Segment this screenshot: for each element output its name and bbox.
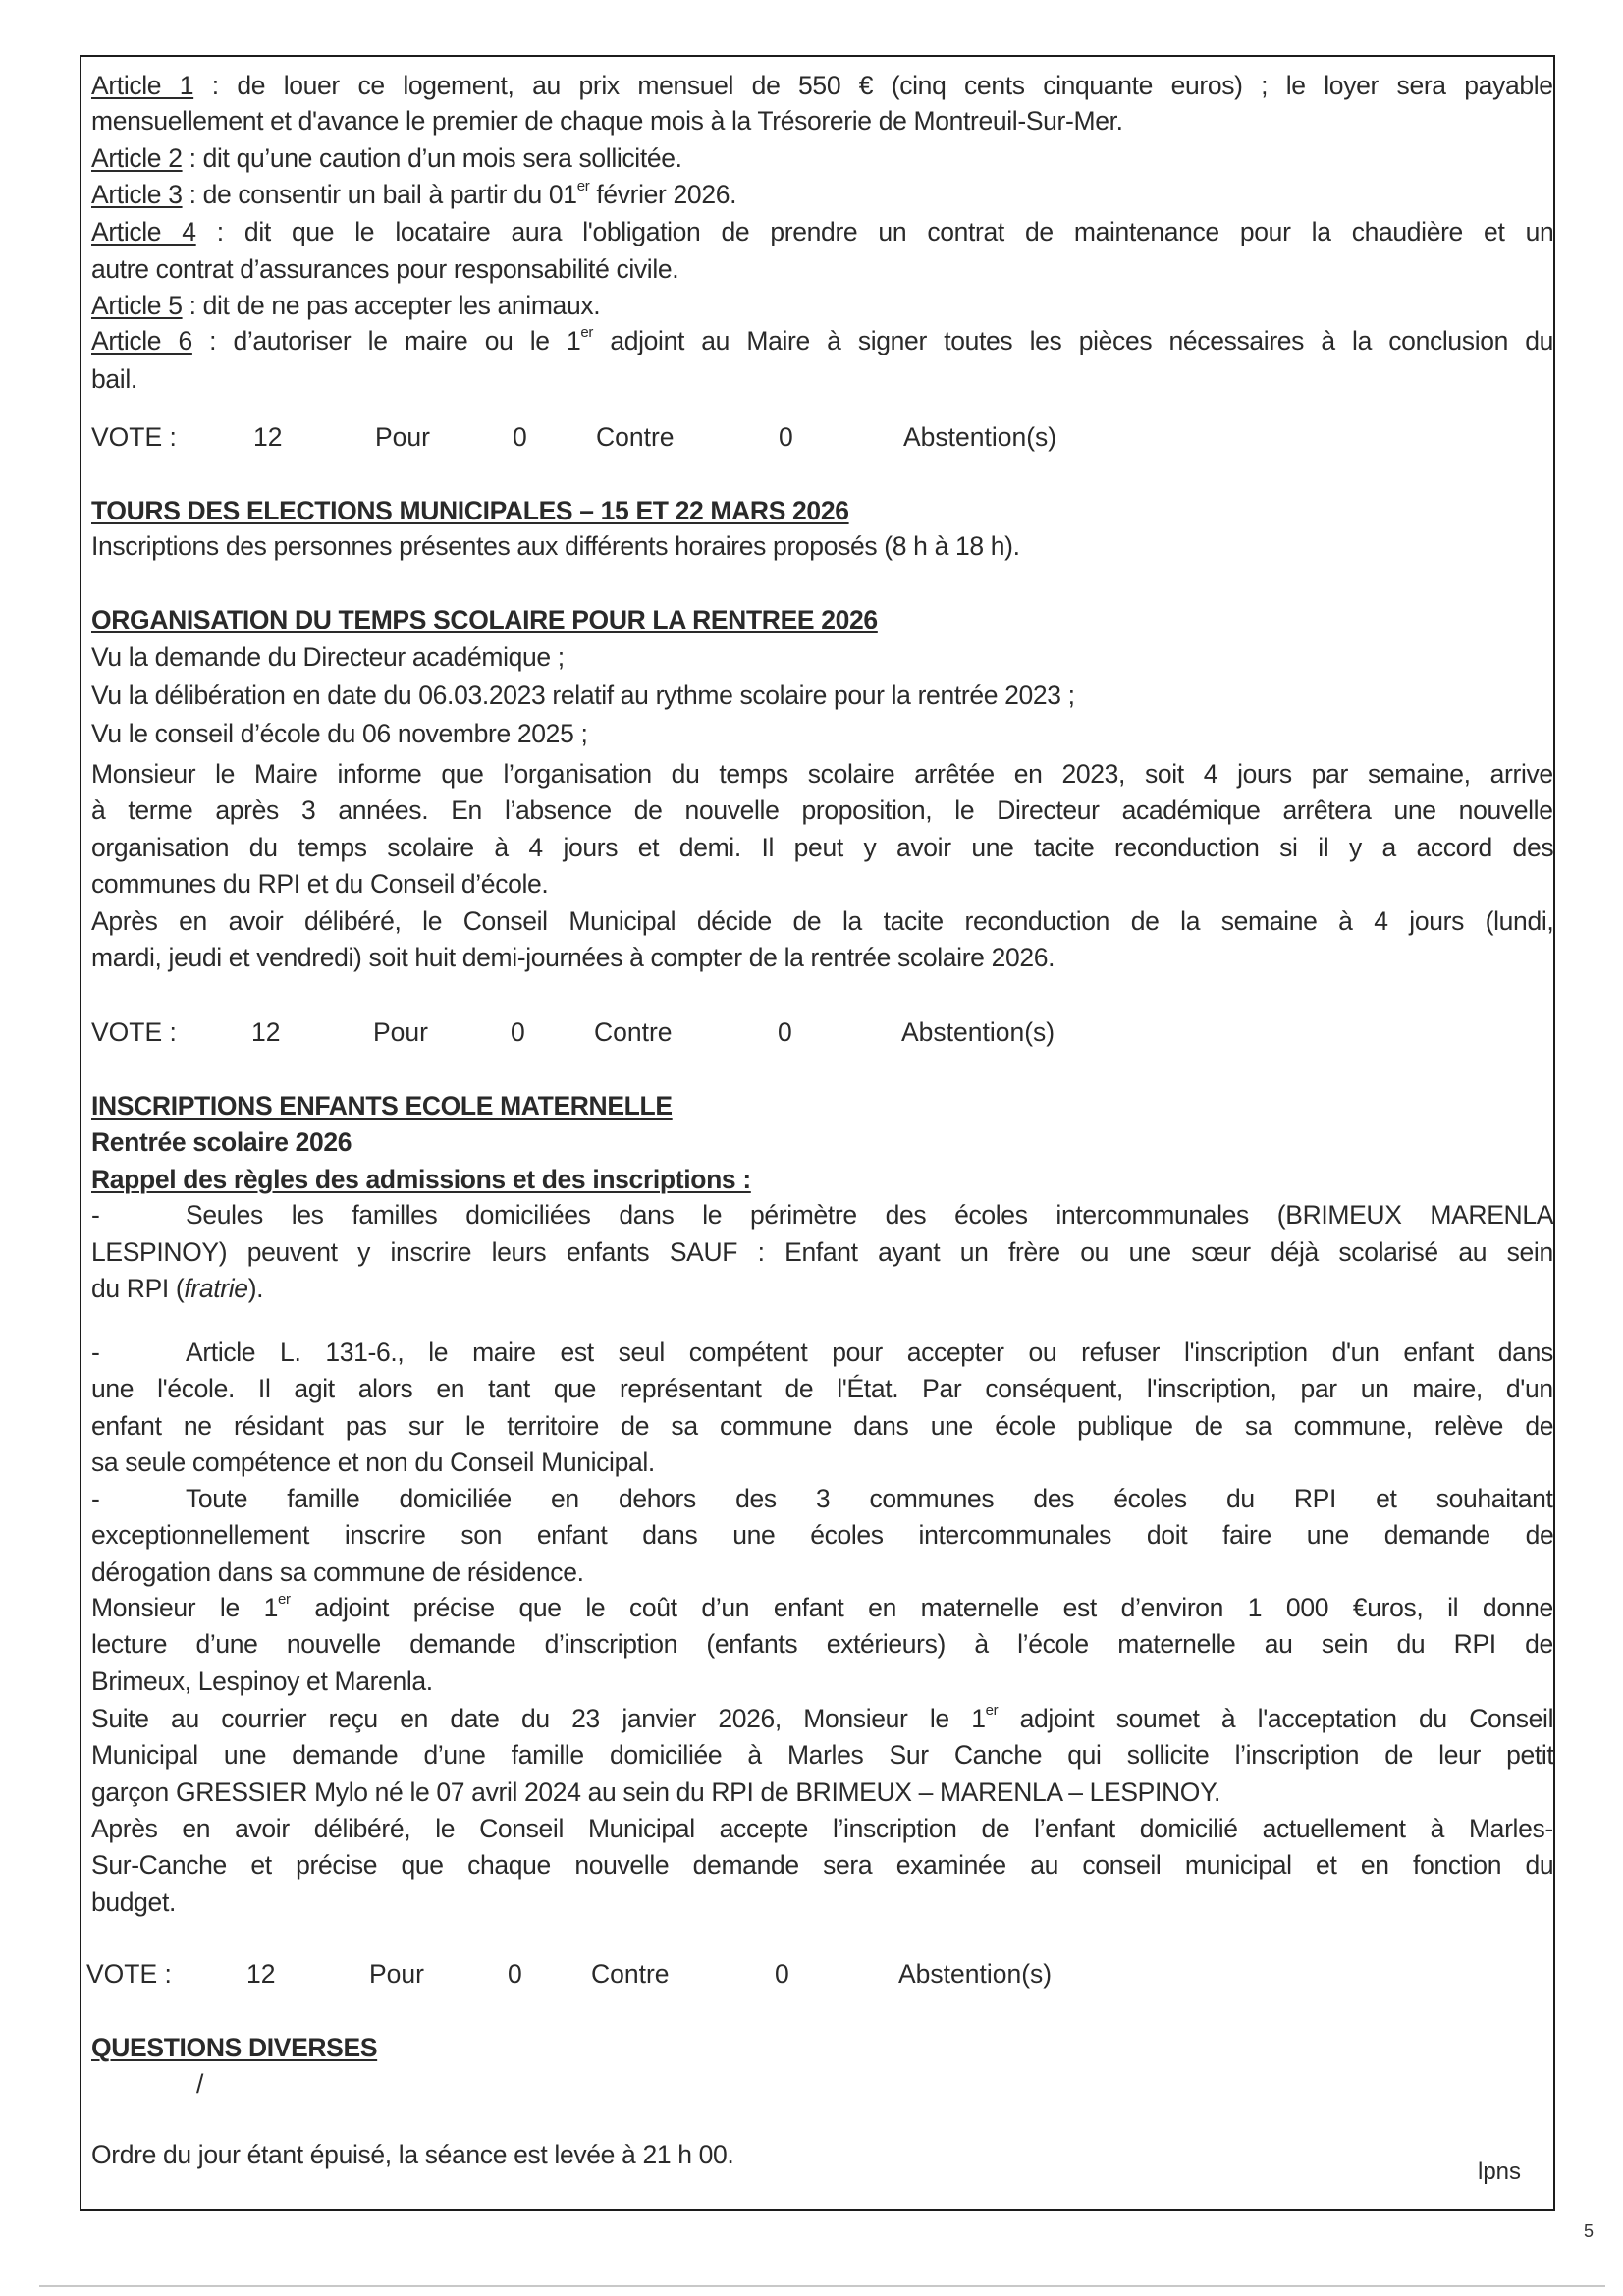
vote-abstention-label: Abstention(s): [898, 1959, 1053, 1989]
article-6-line-2: bail.: [91, 364, 137, 394]
scan-edge-line: [39, 2285, 1605, 2287]
vote-pour-label: Pour: [369, 1959, 424, 1989]
article-2: Article 2 : dit qu’une caution d’un mois sera sollicitée.: [91, 143, 682, 173]
section-heading-elections: TOURS DES ELECTIONS MUNICIPALES – 15 ET 22 MARS 2026: [91, 496, 849, 525]
article-4-label: Article 4: [91, 217, 196, 246]
vote-abstention-count: 0: [779, 422, 793, 452]
school-time-line: Après en avoir délibéré, le Conseil Municipal décide de la tacite reconduction de la semaine à 4 jours (lundi,: [91, 906, 1554, 936]
school-time-line: Monsieur le Maire informe que l’organisation du temps scolaire arrêtée en 2023, soit 4 jours par semaine, arrive: [91, 759, 1553, 789]
vote-contre-label: Contre: [591, 1959, 670, 1989]
school-time-line: communes du RPI et du Conseil d’école.: [91, 869, 549, 899]
cost-line-3: Brimeux, Lespinoy et Marenla.: [91, 1667, 433, 1696]
maternelle-subheading: Rentrée scolaire 2026: [91, 1127, 352, 1157]
article-1-line-1: Article 1 : de louer ce logement, au prix mensuel de 550 € (cinq cents cinquante euros) ; le loyer sera payable: [91, 71, 1553, 100]
vote-pour-label: Pour: [375, 422, 430, 452]
questions-content: /: [196, 2069, 204, 2099]
rule-2-line-1: - Article L. 131-6., le maire est seul compétent pour accepter ou refuser l'inscription d'un enfant dans: [91, 1338, 1553, 1367]
page-number: 5: [1584, 2221, 1595, 2241]
school-time-line: Vu la demande du Directeur académique ;: [91, 642, 565, 672]
article-5-label: Article 5: [91, 291, 183, 320]
cost-line-2: lecture d’une nouvelle demande d’inscription (enfants extérieurs) à l’école maternelle au sein du RPI de: [91, 1629, 1553, 1659]
rule-1-line-2: LESPINOY) peuvent y inscrire leurs enfants SAUF : Enfant ayant un frère ou une sœur déjà scolarisé au sein: [91, 1237, 1553, 1267]
initials: lpns: [1478, 2159, 1522, 2185]
vote-abstention-count: 0: [778, 1017, 792, 1047]
vote-contre-label: Contre: [596, 422, 675, 452]
rules-heading: Rappel des règles des admissions et des inscriptions :: [91, 1165, 751, 1194]
article-4-line-2: autre contrat d’assurances pour responsabilité civile.: [91, 254, 679, 284]
section-heading-questions: QUESTIONS DIVERSES: [91, 2033, 378, 2062]
rule-1-line-1: - Seules les familles domiciliées dans le périmètre des écoles intercommunales (BRIMEUX MARENLA: [91, 1200, 1554, 1230]
article-1-label: Article 1: [91, 71, 194, 100]
rule-2-line-2: une l'école. Il agit alors en tant que représentant de l'État. Par conséquent, l'inscription, par un maire, d'un: [91, 1374, 1553, 1403]
article-6-line-1: Article 6 : d’autoriser le maire ou le 1er adjoint au Maire à signer toutes les pièces nécessaires à la conclusion du: [91, 324, 1554, 355]
school-time-line: Vu la délibération en date du 06.03.2023 relatif au rythme scolaire pour la rentrée 2023 ;: [91, 681, 1075, 710]
rule-3-line-2: exceptionnellement inscrire son enfant dans une écoles intercommunales doit faire une demande de: [91, 1520, 1554, 1550]
school-time-line: à terme après 3 années. En l’absence de nouvelle proposition, le Directeur académique arrêtera une nouvelle: [91, 795, 1553, 825]
rule-1-line-3: du RPI (fratrie).: [91, 1274, 264, 1303]
school-time-line: organisation du temps scolaire à 4 jours et demi. Il peut y avoir une tacite reconduction si il y a accord des: [91, 833, 1554, 862]
vote-contre-count: 0: [513, 422, 527, 452]
decision-line-3: budget.: [91, 1887, 176, 1917]
decision-line-2: Sur-Canche et précise que chaque nouvelle demande sera examinée au conseil municipal et en fonction du: [91, 1850, 1554, 1880]
vote-label: VOTE :: [86, 1959, 172, 1989]
closing-statement: Ordre du jour étant épuisé, la séance est levée à 21 h 00.: [91, 2140, 734, 2169]
article-4-line-1: Article 4 : dit que le locataire aura l'obligation de prendre un contrat de maintenance pour la chaudière et un: [91, 217, 1554, 246]
vote-contre-count: 0: [508, 1959, 522, 1989]
article-1-line-2: mensuellement et d'avance le premier de chaque mois à la Trésorerie de Montreuil-Sur-Mer.: [91, 106, 1123, 136]
section-heading-maternelle: INSCRIPTIONS ENFANTS ECOLE MATERNELLE: [91, 1091, 673, 1121]
vote-contre-label: Contre: [594, 1017, 673, 1047]
article-2-label: Article 2: [91, 143, 183, 173]
rule-3-line-1: - Toute famille domiciliée en dehors des 3 communes des écoles du RPI et souhaitant: [91, 1484, 1553, 1513]
vote-label: VOTE :: [91, 1017, 177, 1047]
school-time-line: Vu le conseil d’école du 06 novembre 2025 ;: [91, 719, 588, 748]
rule-2-line-3: enfant ne résidant pas sur le territoire de sa commune dans une école publique de sa commune, relève de: [91, 1411, 1554, 1441]
elections-text: Inscriptions des personnes présentes aux différents horaires proposés (8 h à 18 h).: [91, 531, 1020, 561]
vote-contre-count: 0: [511, 1017, 525, 1047]
request-line-2: Municipal une demande d’une famille domiciliée à Marles Sur Canche qui sollicite l’inscription de leur petit: [91, 1740, 1554, 1770]
section-heading-school-time: ORGANISATION DU TEMPS SCOLAIRE POUR LA RENTREE 2026: [91, 605, 878, 634]
vote-pour-count: 12: [253, 422, 283, 452]
rule-2-line-4: sa seule compétence et non du Conseil Municipal.: [91, 1448, 655, 1477]
vote-label: VOTE :: [91, 422, 177, 452]
article-6-label: Article 6: [91, 326, 192, 355]
request-line-3: garçon GRESSIER Mylo né le 07 avril 2024 au sein du RPI de BRIMEUX – MARENLA – LESPINOY.: [91, 1777, 1220, 1807]
vote-abstention-count: 0: [775, 1959, 789, 1989]
rule-3-line-3: dérogation dans sa commune de résidence.: [91, 1558, 584, 1587]
decision-line-1: Après en avoir délibéré, le Conseil Municipal accepte l’inscription de l’enfant domicilié actuellement à Marles-: [91, 1814, 1553, 1843]
article-5: Article 5 : dit de ne pas accepter les animaux.: [91, 291, 601, 320]
cost-line-1: Monsieur le 1er adjoint précise que le coût d’un enfant en maternelle est d’environ 1 000 €uros, il donne: [91, 1591, 1553, 1622]
article-3-label: Article 3: [91, 180, 183, 209]
vote-abstention-label: Abstention(s): [901, 1017, 1055, 1047]
request-line-1: Suite au courrier reçu en date du 23 janvier 2026, Monsieur le 1er adjoint soumet à l'acceptation du Conseil: [91, 1702, 1554, 1733]
school-time-line: mardi, jeudi et vendredi) soit huit demi-journées à compter de la rentrée scolaire 2026.: [91, 943, 1055, 972]
article-3: Article 3 : de consentir un bail à partir du 01er février 2026.: [91, 178, 737, 209]
vote-pour-count: 12: [246, 1959, 276, 1989]
vote-pour-count: 12: [251, 1017, 281, 1047]
vote-abstention-label: Abstention(s): [903, 422, 1057, 452]
vote-pour-label: Pour: [373, 1017, 428, 1047]
